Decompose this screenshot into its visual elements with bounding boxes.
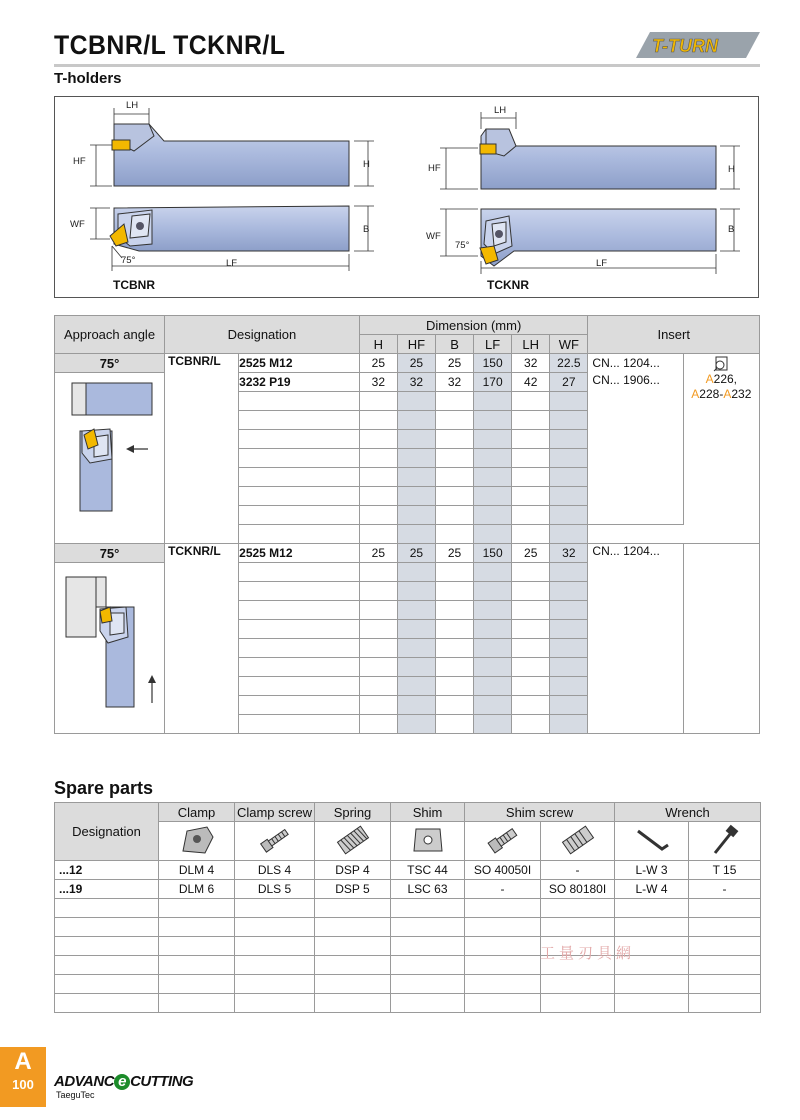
designation-header: Designation (165, 316, 360, 354)
subtitle: T-holders (54, 70, 122, 87)
ref-letter: A (705, 372, 714, 386)
brand-sub: TaeguTec (56, 1090, 95, 1100)
b-label-right: B (728, 224, 735, 235)
spare-parts-table (54, 802, 761, 1013)
insert-cell: CN... 1204... (588, 354, 683, 373)
tcbnr-label: TCBNR (113, 278, 155, 292)
table-cell (55, 956, 159, 975)
sp-clamp-screw-header: Clamp screw (235, 803, 315, 822)
table-cell: DLS 5 (235, 880, 315, 899)
table-cell (239, 563, 360, 582)
sp-designation-header: Designation (55, 803, 159, 861)
wf-label-left: WF (70, 219, 85, 230)
table-cell: T 15 (689, 861, 761, 880)
h-label-right: H (728, 164, 735, 175)
table-cell (239, 639, 360, 658)
table-cell: 25 (435, 354, 473, 373)
insert-cell: CN... 1906... (588, 373, 683, 525)
table-cell (239, 696, 360, 715)
group1-angle: 75° (55, 354, 165, 373)
group2-image-cell (55, 563, 165, 734)
ref-page: 226, (713, 372, 738, 386)
table-cell: 25 (397, 354, 435, 373)
table-cell: DLM 4 (159, 861, 235, 880)
table-cell (55, 899, 159, 918)
spring-icon (333, 823, 373, 857)
advance-cutting-logo (54, 1074, 193, 1100)
ref-letter: A (723, 387, 732, 401)
table-cell (239, 449, 360, 468)
dim-b-header: B (435, 335, 473, 354)
table-cell: 150 (474, 544, 512, 563)
table-cell: DLM 6 (159, 880, 235, 899)
table-cell (239, 658, 360, 677)
group1-image-cell (55, 373, 165, 544)
svg-text:T-TURN: T-TURN (652, 36, 718, 56)
sp-wrench-header: Wrench (615, 803, 761, 822)
tcknr-side-view (440, 112, 740, 189)
screw-icon (255, 823, 295, 857)
clamp-screw-icon-cell (235, 822, 315, 861)
angle-label-left: 75° (121, 255, 136, 266)
tcbnr-application-illustration (60, 373, 160, 533)
table-cell: L-W 4 (615, 880, 689, 899)
ref-page: 228- (699, 387, 724, 401)
h-label-left: H (363, 159, 370, 170)
clamp-icon (177, 823, 217, 857)
watermark: 工量刃具網 (540, 945, 636, 962)
table-cell: 150 (474, 354, 512, 373)
insert-header: Insert (588, 316, 760, 354)
table-cell: DSP 5 (315, 880, 391, 899)
insert-ref-cell (683, 354, 759, 544)
table-cell (239, 487, 360, 506)
tcknr-application-illustration (60, 563, 160, 723)
lf-label-left: LF (226, 258, 238, 269)
table-cell (55, 918, 159, 937)
table-cell: SO 40050I (465, 861, 541, 880)
table-cell (239, 392, 360, 411)
group1-prefix: TCBNR/L (165, 354, 239, 544)
hex-wrench-icon-cell (615, 822, 689, 861)
torx-wrench-icon-cell (689, 822, 761, 861)
hf-label-left: HF (73, 156, 86, 167)
table-cell: 27 (550, 373, 588, 392)
table-cell: 170 (474, 373, 512, 392)
approach-header: Approach angle (55, 316, 165, 354)
shim-icon-cell (391, 822, 465, 861)
table-row-code: 2525 M12 (239, 354, 360, 373)
table-cell: LSC 63 (391, 880, 465, 899)
spring-icon-cell (315, 822, 391, 861)
sp-clamp-header: Clamp (159, 803, 235, 822)
section-tab (0, 1047, 46, 1107)
table-row-code: 3232 P19 (239, 373, 360, 392)
table-cell (55, 937, 159, 956)
dim-lh-header: LH (512, 335, 550, 354)
hf-label-right: HF (428, 163, 441, 174)
table-cell (239, 582, 360, 601)
clamp-icon-cell (159, 822, 235, 861)
group2-prefix: TCKNR/L (165, 544, 239, 734)
table-cell: 25 (359, 354, 397, 373)
table-cell: 25 (512, 544, 550, 563)
table-cell: - (541, 861, 615, 880)
table-cell: 32 (435, 373, 473, 392)
title-rule (54, 64, 760, 67)
dim-hf-header: HF (397, 335, 435, 354)
holder-table (54, 315, 760, 734)
table-cell (239, 715, 360, 734)
lh-label-right: LH (494, 105, 507, 116)
table-cell (239, 620, 360, 639)
table-cell: SO 80180I (541, 880, 615, 899)
sp-row-designation: ...12 (55, 861, 159, 880)
holder-diagrams (54, 96, 759, 298)
wf-label-right: WF (426, 231, 441, 242)
table-cell (239, 506, 360, 525)
ref-letter: A (691, 387, 700, 401)
shim-screw-icon-cell-2 (541, 822, 615, 861)
table-cell (239, 430, 360, 449)
table-cell (55, 975, 159, 994)
table-cell (239, 601, 360, 620)
table-cell: 25 (359, 544, 397, 563)
table-cell: - (689, 880, 761, 899)
spare-parts-title: Spare parts (54, 778, 154, 798)
brand-text-end: CUTTING (130, 1073, 194, 1090)
table-cell: 25 (435, 544, 473, 563)
table-cell: 32 (512, 354, 550, 373)
table-cell: 32 (550, 544, 588, 563)
lh-label-left: LH (126, 100, 139, 111)
shim-icon (408, 823, 448, 857)
page-title: TCBNR/L TCKNR/L (54, 30, 286, 60)
table-cell: TSC 44 (391, 861, 465, 880)
tcknr-label: TCKNR (487, 278, 529, 292)
hex-wrench-icon (632, 823, 672, 857)
angle-label-right: 75° (455, 240, 470, 251)
lf-label-right: LF (596, 258, 608, 269)
table-cell (239, 411, 360, 430)
shim-screw-icon (558, 823, 598, 857)
table-row-code: 2525 M12 (239, 544, 360, 563)
brand-text: ADVANC (54, 1073, 115, 1090)
table-cell: 22.5 (550, 354, 588, 373)
t-turn-logo (632, 30, 760, 60)
sp-spring-header: Spring (315, 803, 391, 822)
dim-wf-header: WF (550, 335, 588, 354)
table-cell: 42 (512, 373, 550, 392)
brand-e: e (114, 1074, 130, 1090)
tcknr-top-view (440, 209, 740, 274)
table-cell: L-W 3 (615, 861, 689, 880)
table-cell (239, 677, 360, 696)
table-cell: DLS 4 (235, 861, 315, 880)
dim-h-header: H (359, 335, 397, 354)
magnifier-page-icon (713, 356, 729, 372)
table-cell: DSP 4 (315, 861, 391, 880)
torx-wrench-icon (705, 823, 745, 857)
group2-angle: 75° (55, 544, 165, 563)
table-cell (239, 468, 360, 487)
shim-screw-icon-cell-1 (465, 822, 541, 861)
b-label-left: B (363, 224, 370, 235)
table-cell: 32 (397, 373, 435, 392)
table-cell (239, 525, 360, 544)
insert-cell: CN... 1204... (588, 544, 683, 734)
insert-ref-cell (683, 544, 759, 734)
sp-shim-screw-header: Shim screw (465, 803, 615, 822)
ref-page: 232 (731, 387, 752, 401)
table-cell: 25 (397, 544, 435, 563)
shim-screw-icon (483, 823, 523, 857)
sp-row-designation: ...19 (55, 880, 159, 899)
page-number: 100 (12, 1077, 34, 1092)
table-cell: - (465, 880, 541, 899)
section-letter: A (14, 1048, 32, 1075)
dimension-header: Dimension (mm) (359, 316, 588, 335)
sp-shim-header: Shim (391, 803, 465, 822)
table-cell (55, 994, 159, 1013)
tcbnr-side-view (90, 108, 374, 186)
dim-lf-header: LF (474, 335, 512, 354)
table-cell: 32 (359, 373, 397, 392)
